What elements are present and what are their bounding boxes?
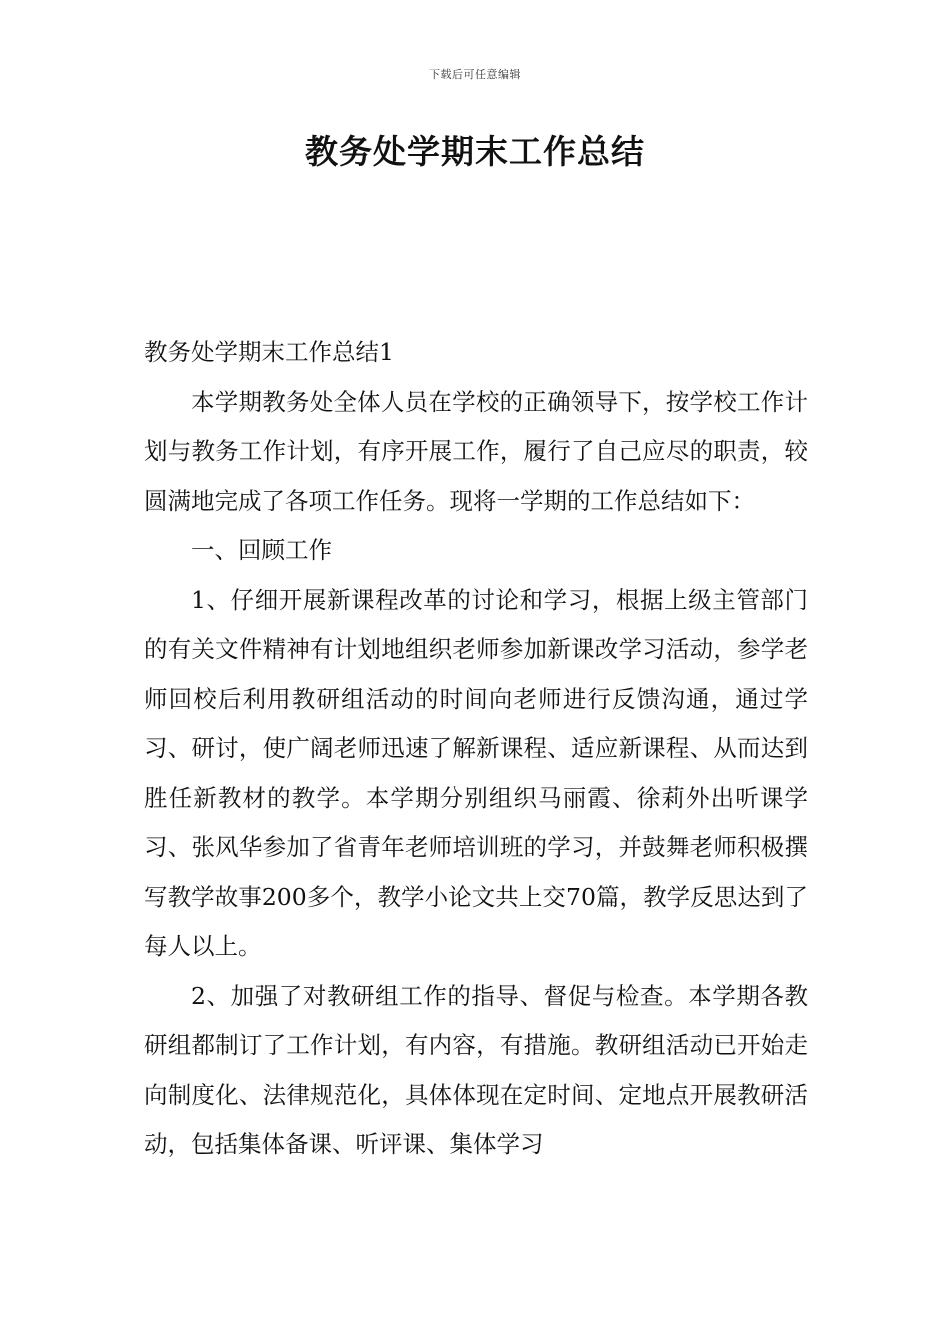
page-header-note: 下载后可任意编辑 xyxy=(429,68,521,81)
paragraph-item-1: 1、仔细开展新课程改革的讨论和学习，根据上级主管部门的有关文件精神有计划地组织老师参加新课改学习活动，参学老师回校后利用教研组活动的时间向老师进行反馈沟通，通过学习、研讨，使广阔老师迅速了解新课程、适应新课程、从而达到胜任新教材的教学。本学期分别组织马丽霞、徐莉外出听课学习、张风华参加了省青年老师培训班的学习，并鼓舞老师积极撰写教学故事200多个，教学小论文共上交70篇，教学反思达到了每人以上。 xyxy=(144,585,808,960)
section-heading-review: 一、回顾工作 xyxy=(191,536,332,564)
document-body xyxy=(144,328,808,1170)
paragraph-intro: 本学期教务处全体人员在学校的正确领导下，按学校工作计划与教务工作计划，有序开展工作，履行了自己应尽的职责，较圆满地完成了各项工作任务。现将一学期的工作总结如下： xyxy=(144,387,808,515)
section-subtitle: 教务处学期末工作总结1 xyxy=(144,338,394,366)
document-title: 教务处学期末工作总结 xyxy=(305,132,645,171)
paragraph-item-2: 2、加强了对教研组工作的指导、督促与检查。本学期各教研组都制订了工作计划，有内容，有措施。教研组活动已开始走向制度化、法律规范化，具体体现在定时间、定地点开展教研活动，包括集体备课、听评课、集体学习 xyxy=(144,981,808,1158)
